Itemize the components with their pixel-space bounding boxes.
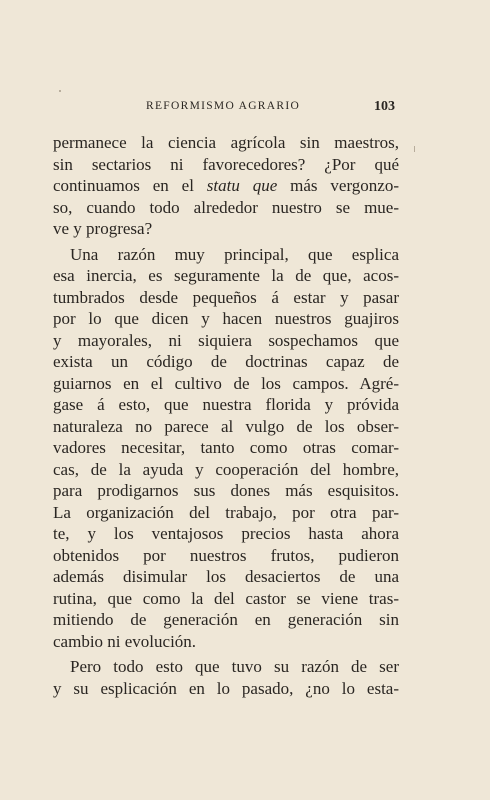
text-line: obtenidos por nuestros frutos, pudieron <box>53 545 399 565</box>
text-line: tumbrados desde pequeños á estar y pasar <box>53 287 399 307</box>
text-run: continuamos en el <box>53 176 207 195</box>
text-line: rutina, que como la del castor se viene tras- <box>53 588 399 608</box>
paragraph-3 <box>53 656 399 699</box>
page-number: 103 <box>374 99 395 114</box>
text-line: cas, de la ayuda y cooperación del hombre, <box>53 459 399 479</box>
text-line: y su esplicación en lo pasado, ¿no lo esta- <box>53 678 399 698</box>
text-line: permanece la ciencia agrícola sin maestros, <box>53 133 399 152</box>
paper-speck <box>59 90 61 92</box>
paper-mark <box>414 146 415 152</box>
text-line: además disimular los desaciertos de una <box>53 567 399 586</box>
text-line: gase á esto, que nuestra florida y próvida <box>53 395 399 414</box>
text-line: y mayorales, ni siquiera sospechamos que <box>53 330 399 350</box>
text-line: Una razón muy principal, que esplica <box>70 244 399 264</box>
text-line: por lo que dicen y hacen nuestros guajiros <box>53 309 399 328</box>
paragraph-1 <box>53 132 399 240</box>
text-run: más vergonzo- <box>277 176 400 195</box>
text-line: Pero todo esto que tuvo su razón de ser <box>70 657 399 676</box>
text-line: para prodigarnos sus dones más esquisitos. <box>53 481 399 500</box>
paragraph-2 <box>53 244 399 653</box>
text-line: mitiendo de generación en generación sin <box>53 610 399 629</box>
text-line <box>53 175 399 197</box>
body-text <box>53 132 399 699</box>
text-line: La organización del trabajo, por otra par- <box>53 502 399 522</box>
text-line: cambio ni evolución. <box>53 631 197 651</box>
running-title: REFORMISMO AGRARIO <box>146 100 301 112</box>
text-line: ve y progresa? <box>53 219 153 238</box>
italic-phrase: statu que <box>206 176 278 195</box>
text-line: so, cuando todo alrededor nuestro se mue- <box>53 197 399 217</box>
text-line: te, y los ventajosos precios hasta ahora <box>53 524 399 543</box>
text-line: guiarnos en el cultivo de los campos. Agré- <box>53 373 399 393</box>
text-line: esa inercia, es seguramente la de que, acos- <box>53 266 399 285</box>
text-line: sin sectarios ni favorecedores? ¿Por qué <box>53 154 399 174</box>
text-line: exista un código de doctrinas capaz de <box>53 352 399 371</box>
text-line: naturaleza no parece al vulgo de los obser- <box>53 416 399 436</box>
text-line: vadores necesitar, tanto como otras comar- <box>53 438 399 457</box>
